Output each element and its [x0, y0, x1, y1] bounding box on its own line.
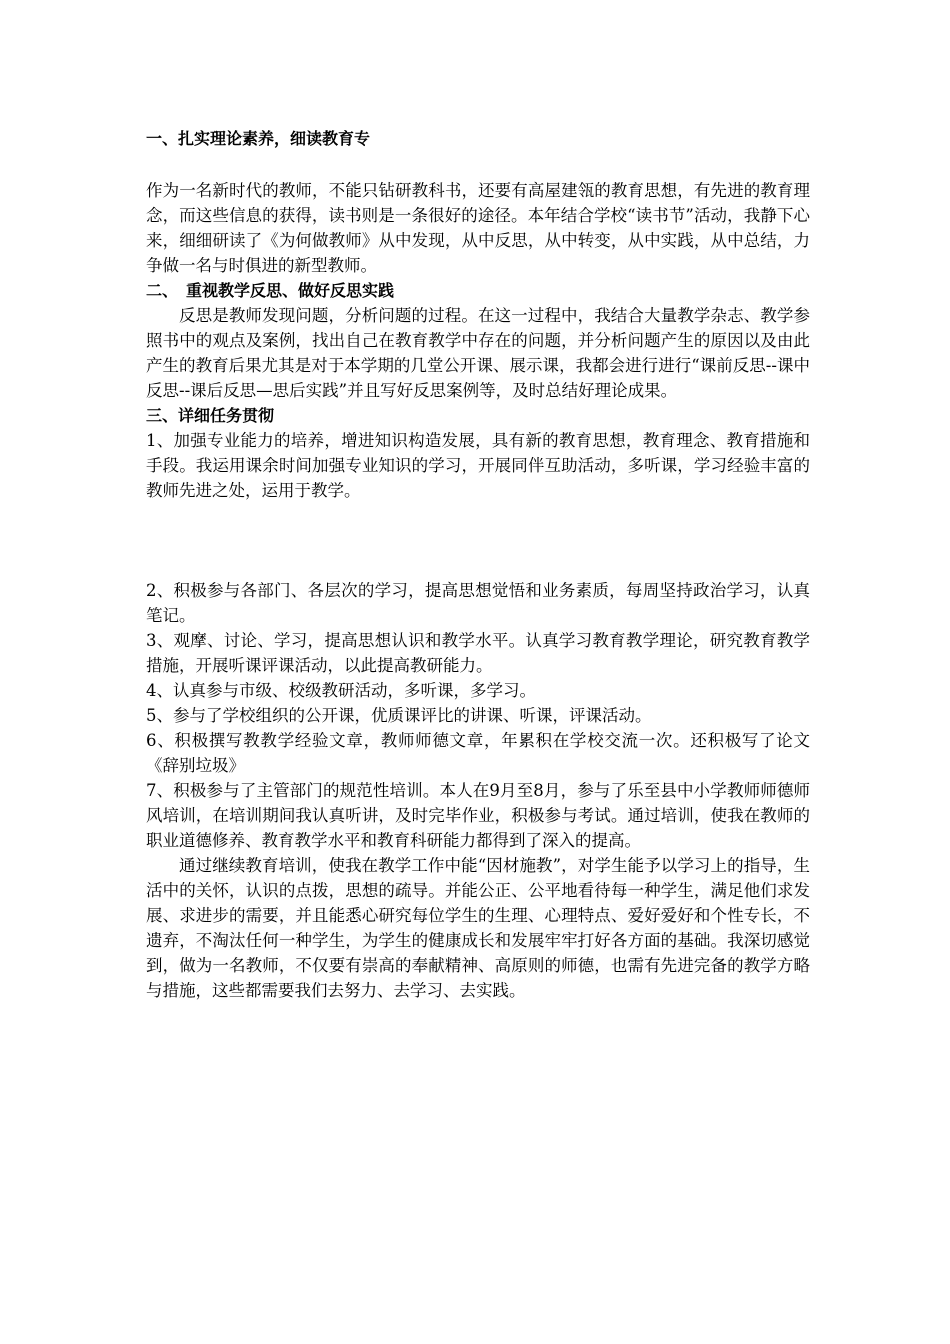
list-item-2: 2、积极参与各部门、各层次的学习，提高思想觉悟和业务素质，每周坚持政治学习，认真笔记。 — [146, 581, 810, 625]
paragraph-reading: 作为一名新时代的教师，不能只钻研教科书，还要有高屋建瓴的教育思想，有先进的教育理念，而这些信息的获得，读书则是一条很好的途径。本年结合学校“读书节”活动，我静下心来，细细研读了《为何做教师》从中发现，从中反思，从中转变，从中实践，从中总结，力争做一名与时俱进的新型教师。 — [146, 181, 810, 275]
list-item-6: 6、积极撰写教教学经验文章，教师师德文章，年累积在学校交流一次。还积极写了论文《辞别垃圾》 — [146, 731, 810, 775]
list-item-1: 1、加强专业能力的培养，增进知识构造发展，具有新的教育思想，教育理念、教育措施和手段。我运用课余时间加强专业知识的学习，开展同伴互助活动，多听课，学习经验丰富的教师先进之处，运用于教学。 — [146, 431, 810, 500]
paragraph-conclusion: 通过继续教育培训，使我在教学工作中能“因材施教”，对学生能予以学习上的指导，生活中的关怀，认识的点拨，思想的疏导。并能公正、公平地看待每一种学生，满足他们求发展、求进步的需要，并且能悉心研究每位学生的生理、心理特点、爱好爱好和个性专长，不遗弃，不淘汰任何一种学生，为学生的健康成长和发展牢牢打好各方面的基础。我深切感觉到，做为一名教师，不仅要有崇高的奉献精神、高原则的师德，也需有先进完备的教学方略与措施，这些都需要我们去努力、去学习、去实践。 — [146, 856, 810, 1000]
list-item-3: 3、观摩、讨论、学习，提高思想认识和教学水平。认真学习教育教学理论，研究教育教学措施，开展听课评课活动，以此提高教研能力。 — [146, 631, 810, 675]
paragraph-reflection: 反思是教师发现问题，分析问题的过程。在这一过程中，我结合大量教学杂志、教学参照书中的观点及案例，找出自己在教育教学中存在的问题，并分析问题产生的原因以及由此产生的教育后果尤其是对于本学期的几堂公开课、展示课，我都会进行进行“课前反思--课中反思--课后反思—思后实践”并且写好反思案例等，及时总结好理论成果。 — [146, 306, 810, 400]
list-item-5: 5、参与了学校组织的公开课，优质课评比的讲课、听课，评课活动。 — [146, 706, 652, 725]
document-body — [146, 126, 810, 1003]
spacer — [146, 151, 810, 178]
list-item-7: 7、积极参与了主管部门的规范性培训。本人在9月至8月，参与了乐至县中小学教师师德师风培训，在培训期间我认真听讲，及时完毕作业，积极参与考试。通过培训，使我在教师的职业道德修养、教育教学水平和教育科研能力都得到了深入的提高。 — [146, 781, 810, 850]
section-heading-1: 一、扎实理论素养，细读教育专 — [146, 129, 371, 148]
section-heading-2: 二、 重视教学反思、做好反思实践 — [146, 281, 395, 300]
spacer — [146, 503, 810, 578]
section-heading-3: 三、详细任务贯彻 — [146, 406, 275, 425]
list-item-4: 4、认真参与市级、校级教研活动，多听课，多学习。 — [146, 681, 536, 700]
